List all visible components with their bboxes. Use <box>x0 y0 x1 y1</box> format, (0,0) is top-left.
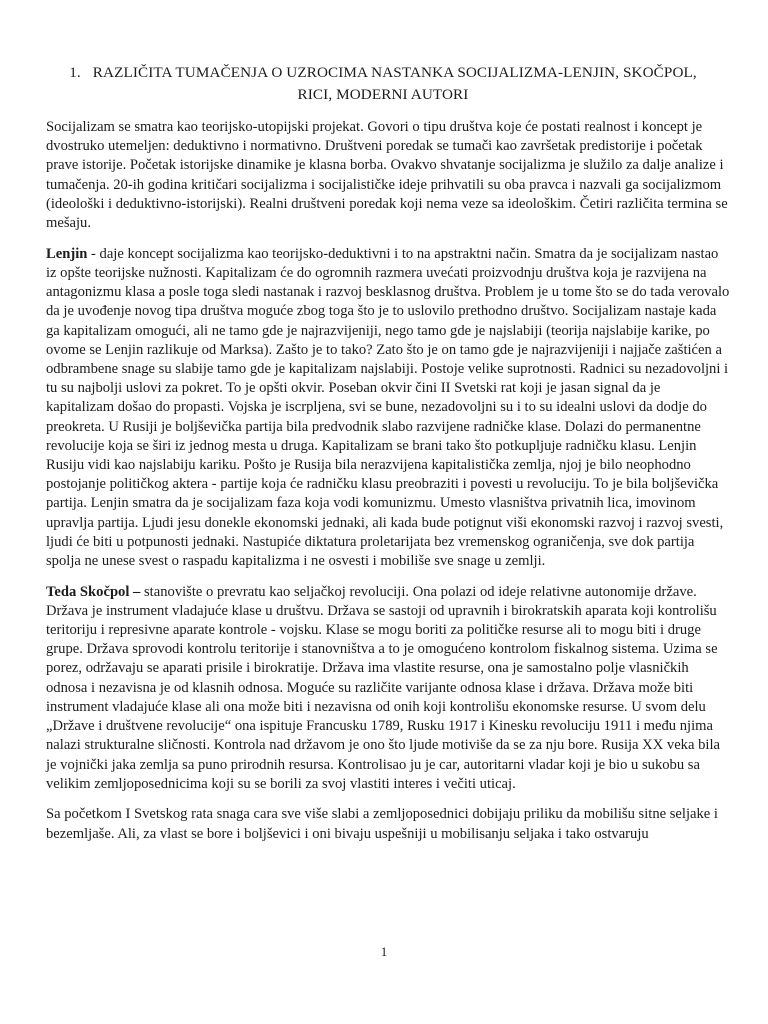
heading-title-line-1: RAZLIČITA TUMAČENJA O UZROCIMA NASTANKA SOCIJALIZMA-LENJIN, SKOČPOL, <box>92 64 697 81</box>
heading-title-line-2: RICI, MODERNI AUTORI <box>297 86 469 103</box>
section-heading <box>60 62 706 106</box>
paragraph-text: - daje koncept socijalizma kao teorijsko-deduktivni i to na apstraktni način. Smatra da je socijalizam nastao iz opšte teorijske nužnosti. Kapitalizam će do ogromnih razmera uvećati proizvodnju društva koja je razvijena na antagonizmu klasa a posle toga sledi nastanak i razvoj besklasnog društva. Problem je u tome što se do tada verovalo da je uvođenje novog tipa društva moguće zbog toga što je to uslovilo prethodno društvo. Socijalizam nastaje kada ga kapitalizam omogući, ali ne tamo gde je najrazvijeniji, nego tamo gde je najslabiji (teorija najslabije karike, po ovome se Lenjin razlikuje od Marksa). Zašto je to tako? Zato što je on tamo gde je najrazvijeniji i najjače zaštićen a odbrambene snage su slabije tamo gde je kapitalizam najslabiji. Postoje velike suprotnosti. Radnici su nezadovoljni i tu su najbolji uslovi za pokret. To je opšti okvir. Poseban okvir čini II Svetski rat koji je jasan signal da je kapitalizam došao do propasti. Vojska je iscrpljena, svi se bune, nezadovoljni su i to su idealni uslovi da dodje do preokreta. U Rusiji je boljševička partija bila predvodnik slabo razvijene radničke klase. Dolazi do permanentne revolucije koja se širi iz jednog mesta u druga. Kapitalizam se brani tako što potkupljuje radničku klasu. Lenjin Rusiju vidi kao najslabiju kariku. Pošto je Rusija bila nerazvijena kapitalistička zemlja, njoj je bilo neophodno postojanje političkog aktera - partije koja će radničku klasu preobraziti i povesti u revoluciju. To je bila boljševička partija. Lenjin smatra da je socijalizam faza koja vodi komunizmu. Umesto vlasništva privatnih lica, imovinom upravlja partija. Ljudi jesu donekle ekonomski jednaki, ali kada bude potignut viši ekonomski razvoj i razvoj svesti, ljudi će biti u potpunosti jednaki. Nastupiće diktatura proletarijata bez vremenskog ograničenja, sve dok partija spolja ne unese svest o raspadu kapitalizma i ne osvesti i mobiliše sve snage u zemlji. <box>46 245 730 569</box>
heading-number: 1. <box>69 64 81 81</box>
paragraph-lead-lenjin: Lenjin <box>46 245 88 262</box>
paragraph-text: Sa početkom I Svetskog rata snaga cara sve više slabi a zemljoposednici dobijaju priliku da mobilišu sitne seljake i bezemljaše. Ali, za vlast se bore i boljševici i oni bivaju uspešniji u mobilisanju seljaka i tako ostvaruju <box>46 806 718 842</box>
page-number: 1 <box>380 944 388 959</box>
paragraph-text: stanovište o prevratu kao seljačkoj revoluciji. Ona polazi od ideje relativne autonomije države. Država je instrument vladajuće klase u društvu. Država se sastoji od upravnih i birokratskih aparata koji kontrolišu teritoriju i represivne aparate kontrole - vojsku. Klase se mogu boriti za političke resurse ali to mogu biti i druge grupe. Država sprovodi kontrolu teritorije i stanovništva a to je omogućeno kontrolom fiskalnog sistema. Uzima se porez, održavaju se aparati prisile i birokratije. Država ima vlastite resurse, ona je samostalno polje vlasničkih odnosa i nezavisna je od klasnih odnosa. Moguće su različite varijante odnosa klase i država. Država može biti instrument vladajuće klase ali ona može biti i nezavisna od onih koji kontrolišu ekonomske resurse. U svom delu „Države i društvene revolucije“ ona ispituje Francusku 1789, Rusku 1917 i Kinesku revoluciju 1911 i među njima nalazi strukturalne sličnosti. Kontrola nad državom je ono što ljude motiviše da se za nju bore. Rusija XX veka bila je vojnički jaka zemlja sa puno prirodnih resursa. Kontrolisao ju je car, autoritarni vladar koji je bio u sukobu sa velikim zemljoposednicima koji su se borili za svoj vlastiti interes i večiti uticaj. <box>46 583 720 792</box>
paragraph-skocpol <box>46 583 730 794</box>
paragraph-text: Socijalizam se smatra kao teorijsko-utopijski projekat. Govori o tipu društva koje će postati realnost i koncept je dvostruko utemeljen: deduktivno i normativno. Društveni poredak se tumači kao završetak predistorije i početak prave istorije. Početak istorijske dinamike je klasna borba. Ovakvo shvatanje socijalizma je služilo za dalje analize i tumačenja. 20-ih godina kritičari socijalizma i socijalističke ideje prihvatili su oba pravca i nazvali ga socijalizmom (ideološki i deduktivno-istorijski). Realni društveni poredak koji nema veze sa ideološkim. Četiri različita termina se mešaju. <box>46 119 728 232</box>
paragraph-lenjin <box>46 245 730 571</box>
paragraph-lead-skocpol: Teda Skočpol – <box>46 583 141 600</box>
body-text <box>46 118 730 855</box>
heading-line-1 <box>60 62 706 84</box>
paragraph-world-war <box>46 805 730 843</box>
paragraph-intro <box>46 118 730 233</box>
